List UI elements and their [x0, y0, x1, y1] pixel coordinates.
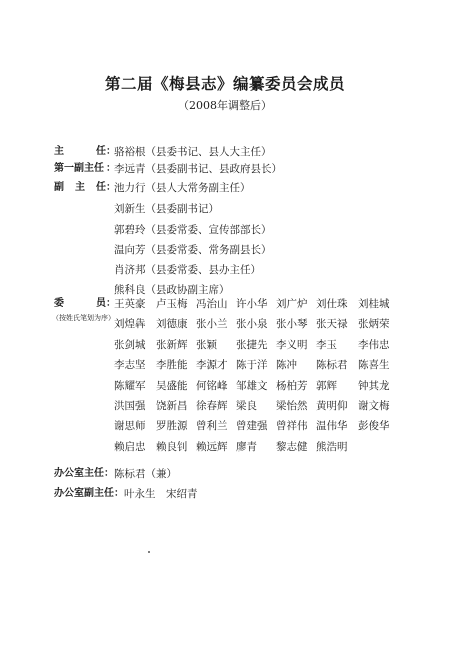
role-label	[54, 144, 116, 160]
member-name: 刘仕珠	[316, 298, 348, 310]
stray-dot	[148, 551, 150, 553]
member-name: 冯治山	[196, 298, 228, 310]
member-name: 何铭峰	[196, 379, 228, 392]
leader-entry: 熊科良（县政协副主席）	[114, 284, 230, 296]
member-name: 张炳荣	[358, 318, 390, 331]
member-name: 钟其龙	[358, 379, 390, 392]
role-label-char: 员	[96, 298, 106, 309]
member-name: 李伟忠	[358, 338, 390, 351]
role-label-char: 任	[96, 146, 106, 157]
leader-entry: 郭碧玲（县委常委、宣传部部长）	[114, 224, 272, 236]
member-name: 曾建强	[236, 420, 268, 433]
member-name: 陈冲	[276, 359, 297, 372]
member-name: 洪国强	[114, 400, 146, 412]
leader-entry: 刘新生（县委副书记）	[114, 203, 219, 215]
member-name: 张小兰	[196, 318, 228, 331]
role-label-char: 委	[54, 298, 64, 309]
leader-entry: 温向芳（县委常委、常务副县长）	[114, 244, 272, 256]
member-name: 邹雄文	[236, 379, 268, 392]
member-name: 曾利兰	[196, 420, 228, 433]
member-name: 赖良钊	[156, 440, 188, 453]
member-name: 吴盛能	[156, 379, 188, 392]
member-name: 刘德康	[156, 318, 188, 331]
member-name: 李源才	[196, 359, 228, 372]
office-role-text: 办公室副主任	[54, 488, 114, 499]
member-name: 张剑城	[114, 338, 146, 351]
role-label	[54, 296, 116, 312]
label-colon: ：	[114, 488, 124, 499]
member-name: 黄明仰	[316, 400, 348, 412]
member-name: 赖启忠	[114, 440, 146, 453]
member-name: 陈耀军	[114, 379, 146, 392]
member-name: 谢思师	[114, 420, 146, 433]
member-name: 杨柏芳	[276, 379, 308, 392]
office-role-label	[54, 466, 114, 482]
member-name: 李义明	[276, 338, 308, 351]
member-name: 张小泉	[236, 318, 268, 331]
member-name: 刘煌犇	[114, 318, 146, 331]
leader-entry: 李远青（县委副书记、县政府县长）	[114, 163, 282, 175]
member-name: 许小华	[236, 298, 268, 310]
label-colon: ：	[106, 146, 116, 157]
member-name: 温伟华	[316, 420, 348, 433]
member-name: 廖青	[236, 440, 257, 453]
member-name: 张捷先	[236, 338, 268, 351]
member-name: 罗胜源	[156, 420, 188, 433]
member-name: 张天禄	[316, 318, 348, 331]
role-label-text: 第一副主任	[54, 163, 104, 174]
leader-entry: 肖济邦（县委常委、县办主任）	[114, 264, 261, 276]
role-label-char: 主	[75, 182, 85, 193]
member-name: 刘广炉	[276, 298, 308, 310]
member-name: 熊浩明	[316, 440, 348, 453]
label-colon: ：	[104, 468, 114, 479]
member-name: 梁良	[236, 400, 257, 412]
role-label-char: 副	[54, 182, 64, 193]
member-name: 黎志健	[276, 440, 308, 453]
office-entry: 陈标君（兼）	[114, 468, 177, 480]
member-name: 李志坚	[114, 359, 146, 372]
label-colon: ：	[106, 298, 116, 309]
member-name: 谢文梅	[358, 400, 390, 412]
member-name: 王英豪	[114, 298, 146, 310]
member-name: 曾祥伟	[276, 420, 308, 433]
label-colon: ：	[106, 163, 116, 174]
member-name: 张小琴	[276, 318, 308, 331]
member-name: 刘桂城	[358, 298, 390, 310]
role-label-char: 任	[96, 182, 106, 193]
office-entry: 叶永生	[124, 488, 156, 500]
member-name: 李胜能	[156, 359, 188, 372]
member-name: 卢玉梅	[156, 298, 188, 310]
role-label	[54, 161, 116, 177]
member-name: 李玉	[316, 338, 337, 351]
member-name: 梁怡然	[276, 400, 308, 412]
members-sort-note: （按姓氏笔划为序）	[52, 314, 115, 322]
document-title: 第二届《梅县志》编纂委员会成员	[104, 75, 345, 93]
member-name: 张颖	[196, 338, 217, 351]
document-subtitle: （2008年调整后）	[178, 99, 272, 112]
member-name: 张新辉	[156, 338, 188, 351]
member-name: 彭俊华	[358, 420, 390, 433]
member-name: 陈标君	[316, 359, 348, 372]
member-name: 徐春辉	[196, 400, 228, 412]
member-name: 饶新昌	[156, 400, 188, 412]
role-label-char: 主	[54, 146, 64, 157]
member-name: 赖远辉	[196, 440, 228, 453]
office-role-label	[54, 486, 124, 502]
role-label	[54, 180, 116, 196]
office-entry: 宋绍青	[166, 488, 198, 500]
member-name: 陈于洋	[236, 359, 268, 372]
office-role-text: 办公室主任	[54, 468, 104, 479]
leader-entry: 池力行（县人大常务副主任）	[114, 182, 251, 194]
label-colon: ：	[106, 182, 116, 193]
member-name: 郭辉	[316, 379, 337, 392]
leader-entry: 骆裕根（县委书记、县人大主任）	[114, 146, 272, 158]
member-name: 陈喜生	[358, 359, 390, 372]
